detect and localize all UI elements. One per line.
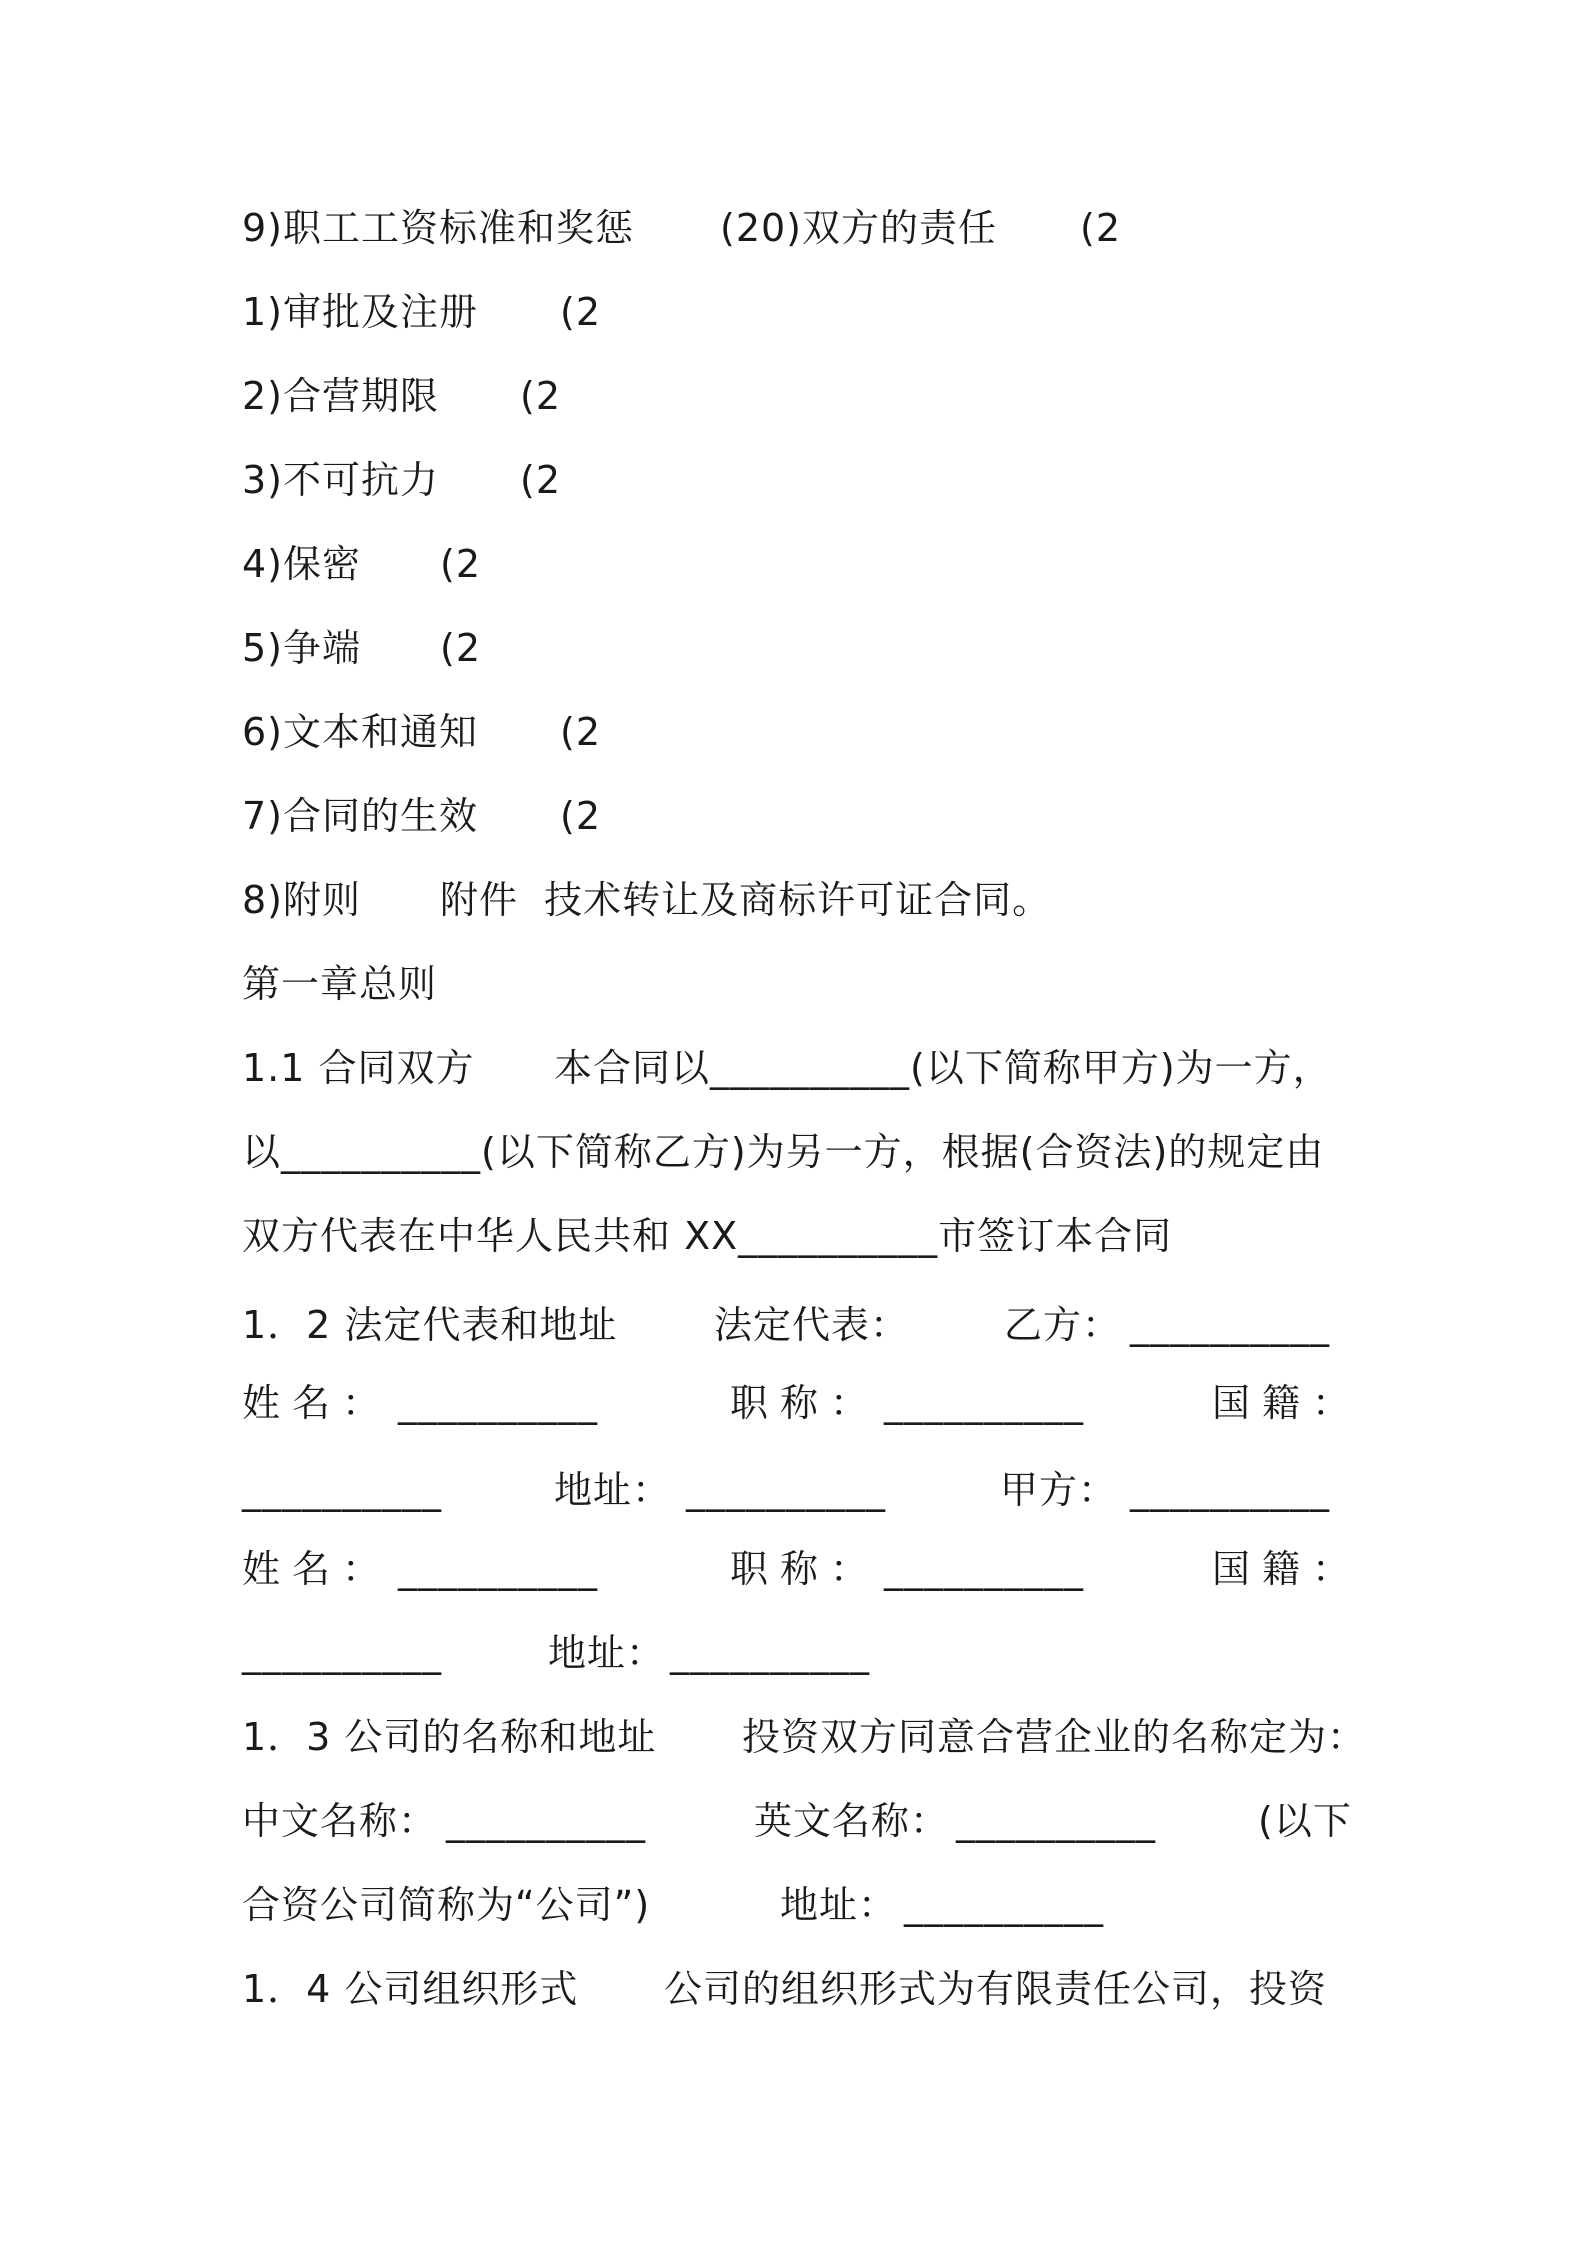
toc-page-ref: (2 — [560, 710, 602, 754]
toc-page-ref: (2 — [1080, 206, 1122, 250]
blank-field: __________ — [884, 1381, 1084, 1425]
section-1-1-line-2: 以__________(以下简称乙方)为另一方，根据(合资法)的规定由 — [242, 1130, 1325, 1174]
toc-page-ref: (2 — [560, 794, 602, 838]
blank-field: __________ — [242, 1468, 442, 1512]
blank-field: __________ — [1130, 1468, 1330, 1512]
field-label: 英文名称： — [754, 1799, 950, 1843]
blank-field: __________ — [884, 1547, 1084, 1591]
blank-field: __________ — [1130, 1303, 1330, 1347]
toc-page-ref: (2 — [560, 290, 602, 334]
blank-field: __________ — [446, 1799, 646, 1843]
blank-field: __________ — [686, 1468, 886, 1512]
body-text: 公司的组织形式为有限责任公司，投资 — [664, 1967, 1328, 2011]
chapter-title: 第一章总则 — [242, 962, 438, 1006]
toc-item-label: 附件 技术转让及商标许可证合同。 — [440, 878, 1052, 922]
body-text: 投资双方同意合营企业的名称定为： — [742, 1715, 1367, 1759]
body-text: (以下 — [1258, 1799, 1352, 1843]
blank-field: __________ — [670, 1631, 870, 1675]
section-heading: 1.1 合同双方 — [242, 1046, 475, 1090]
blank-field: __________ — [904, 1883, 1104, 1927]
field-label: 法定代表： — [714, 1303, 910, 1347]
toc-page-ref: (2 — [440, 626, 482, 670]
toc-item-label: 3)不可抗力 — [242, 458, 440, 502]
section-heading: 1．2 法定代表和地址 — [242, 1303, 618, 1347]
section-heading: 1．3 公司的名称和地址 — [242, 1715, 657, 1759]
toc-item-label: 7)合同的生效 — [242, 794, 479, 838]
field-label: 甲方： — [1000, 1468, 1118, 1512]
blank-field: __________ — [956, 1799, 1156, 1843]
field-label: 乙方： — [1004, 1303, 1122, 1347]
field-label: 职称： — [730, 1381, 881, 1425]
toc-item-label: 6)文本和通知 — [242, 710, 479, 754]
toc-item-label: 4)保密 — [242, 542, 362, 586]
section-1-4-line-1 — [242, 1966, 1328, 2150]
field-label: 姓名： — [242, 1381, 393, 1425]
toc-item-label: 2)合营期限 — [242, 374, 440, 418]
body-text: 合资公司简称为“公司”) — [242, 1883, 651, 1927]
field-label: 中文名称： — [242, 1799, 438, 1843]
toc-item-label: 5)争端 — [242, 626, 362, 670]
blank-field: __________ — [242, 1631, 442, 1675]
body-text: 本合同以__________(以下简称甲方)为一方， — [554, 1046, 1332, 1090]
field-label: 姓名： — [242, 1547, 393, 1591]
toc-page-ref: (2 — [440, 542, 482, 586]
field-label: 国籍： — [1212, 1547, 1363, 1591]
field-label: 职称： — [730, 1547, 881, 1591]
toc-item-label: 9)职工工资标准和奖惩 — [242, 206, 635, 250]
toc-item-label: (20)双方的责任 — [720, 206, 998, 250]
section-1-1-line-3: 双方代表在中华人民共和 XX__________市签订本合同 — [242, 1214, 1173, 1258]
field-label: 地址： — [554, 1468, 672, 1512]
toc-item-label: 1)审批及注册 — [242, 290, 479, 334]
field-label: 国籍： — [1212, 1381, 1363, 1425]
toc-item-label: 8)附则 — [242, 878, 362, 922]
toc-page-ref: (2 — [520, 374, 562, 418]
toc-page-ref: (2 — [520, 458, 562, 502]
section-heading: 1．4 公司组织形式 — [242, 1967, 579, 2011]
blank-field: __________ — [398, 1381, 598, 1425]
field-label: 地址： — [780, 1883, 898, 1927]
field-label: 地址： — [548, 1631, 666, 1675]
blank-field: __________ — [398, 1547, 598, 1591]
